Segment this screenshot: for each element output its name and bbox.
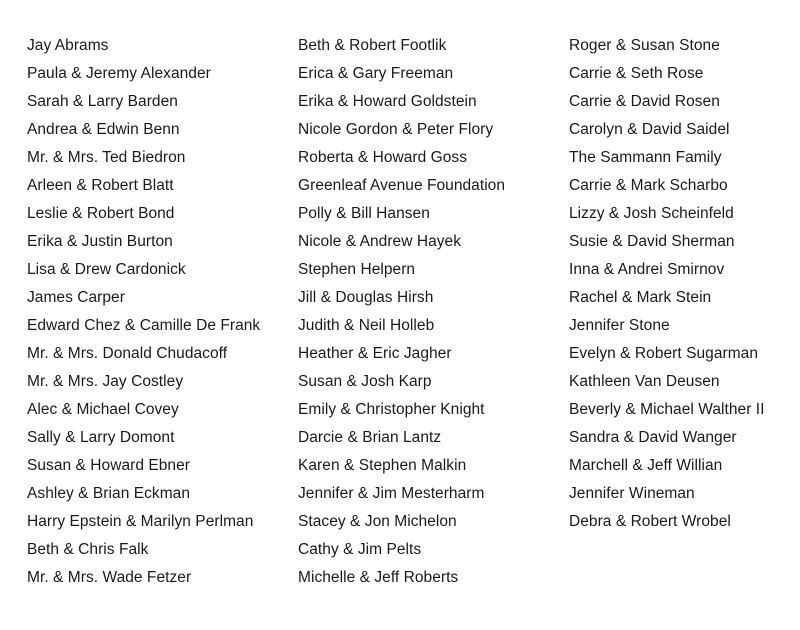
donor-name: Stacey & Jon Michelon [298, 513, 457, 530]
donor-name: Paula & Jeremy Alexander [27, 65, 211, 82]
donor-name: Sally & Larry Domont [27, 429, 175, 446]
donor-name: Lizzy & Josh Scheinfeld [569, 205, 734, 222]
donor-name: Andrea & Edwin Benn [27, 121, 180, 138]
donor-name: Stephen Helpern [298, 261, 416, 278]
donor-name: Jennifer Wineman [569, 485, 695, 502]
donor-name: Beth & Chris Falk [27, 541, 149, 558]
donor-name: Michelle & Jeff Roberts [298, 569, 459, 586]
donor-name: Polly & Bill Hansen [298, 205, 430, 222]
donor-name: Cathy & Jim Pelts [298, 541, 422, 558]
donor-name: Karen & Stephen Malkin [298, 457, 467, 474]
donor-name: Harry Epstein & Marilyn Perlman [27, 513, 254, 530]
donor-name: Darcie & Brian Lantz [298, 429, 442, 446]
donor-name: Carrie & Mark Scharbo [569, 177, 728, 194]
donor-name: Erika & Justin Burton [27, 233, 173, 250]
donor-name: Carrie & Seth Rose [569, 65, 704, 82]
donor-name: Carolyn & David Saidel [569, 121, 730, 138]
donor-name: Arleen & Robert Blatt [27, 177, 174, 194]
donor-name: Susie & David Sherman [569, 233, 735, 250]
donor-name: Susan & Howard Ebner [27, 457, 190, 474]
donor-name: Alec & Michael Covey [27, 401, 179, 418]
donor-name: Lisa & Drew Cardonick [27, 261, 186, 278]
donor-name: James Carper [27, 289, 125, 306]
donor-name: Jill & Douglas Hirsh [298, 289, 434, 306]
donor-name: Debra & Robert Wrobel [569, 513, 731, 530]
donor-name: Evelyn & Robert Sugarman [569, 345, 759, 362]
donor-name: Emily & Christopher Knight [298, 401, 485, 418]
donor-name: Inna & Andrei Smirnov [569, 261, 725, 278]
donor-name: Kathleen Van Deusen [569, 373, 720, 390]
donor-name: Marchell & Jeff Willian [569, 457, 723, 474]
donor-name: Mr. & Mrs. Donald Chudacoff [27, 345, 228, 362]
donor-name: Roberta & Howard Goss [298, 149, 468, 166]
donor-name: Rachel & Mark Stein [569, 289, 712, 306]
donor-name: Mr. & Mrs. Wade Fetzer [27, 569, 192, 586]
donor-column-1 [27, 32, 289, 592]
donor-name: Erica & Gary Freeman [298, 65, 454, 82]
donor-list [0, 32, 800, 612]
donor-name: Nicole Gordon & Peter Flory [298, 121, 494, 138]
donor-name: Susan & Josh Karp [298, 373, 432, 390]
donor-name: Erika & Howard Goldstein [298, 93, 477, 110]
donor-name: Heather & Eric Jagher [298, 345, 452, 362]
donor-name: Jennifer & Jim Mesterharm [298, 485, 485, 502]
donor-name: Nicole & Andrew Hayek [298, 233, 462, 250]
donor-name: Carrie & David Rosen [569, 93, 720, 110]
donor-name: Jay Abrams [27, 37, 109, 54]
donor-name: Judith & Neil Holleb [298, 317, 435, 334]
donor-name: Mr. & Mrs. Ted Biedron [27, 149, 186, 166]
donor-name: Mr. & Mrs. Jay Costley [27, 373, 184, 390]
donor-name: Greenleaf Avenue Foundation [298, 177, 506, 194]
donor-column-2 [298, 32, 560, 592]
donor-name: Sarah & Larry Barden [27, 93, 178, 110]
donor-name: Jennifer Stone [569, 317, 670, 334]
donor-name: Roger & Susan Stone [569, 37, 720, 54]
donor-name: Beth & Robert Footlik [298, 37, 447, 54]
donor-name: Edward Chez & Camille De Frank [27, 317, 261, 334]
donor-name: Beverly & Michael Walther II [569, 401, 765, 418]
donor-name: Ashley & Brian Eckman [27, 485, 191, 502]
donor-name: The Sammann Family [569, 149, 722, 166]
donor-name: Leslie & Robert Bond [27, 205, 175, 222]
donor-column-3 [569, 32, 797, 536]
donor-name: Sandra & David Wanger [569, 429, 737, 446]
